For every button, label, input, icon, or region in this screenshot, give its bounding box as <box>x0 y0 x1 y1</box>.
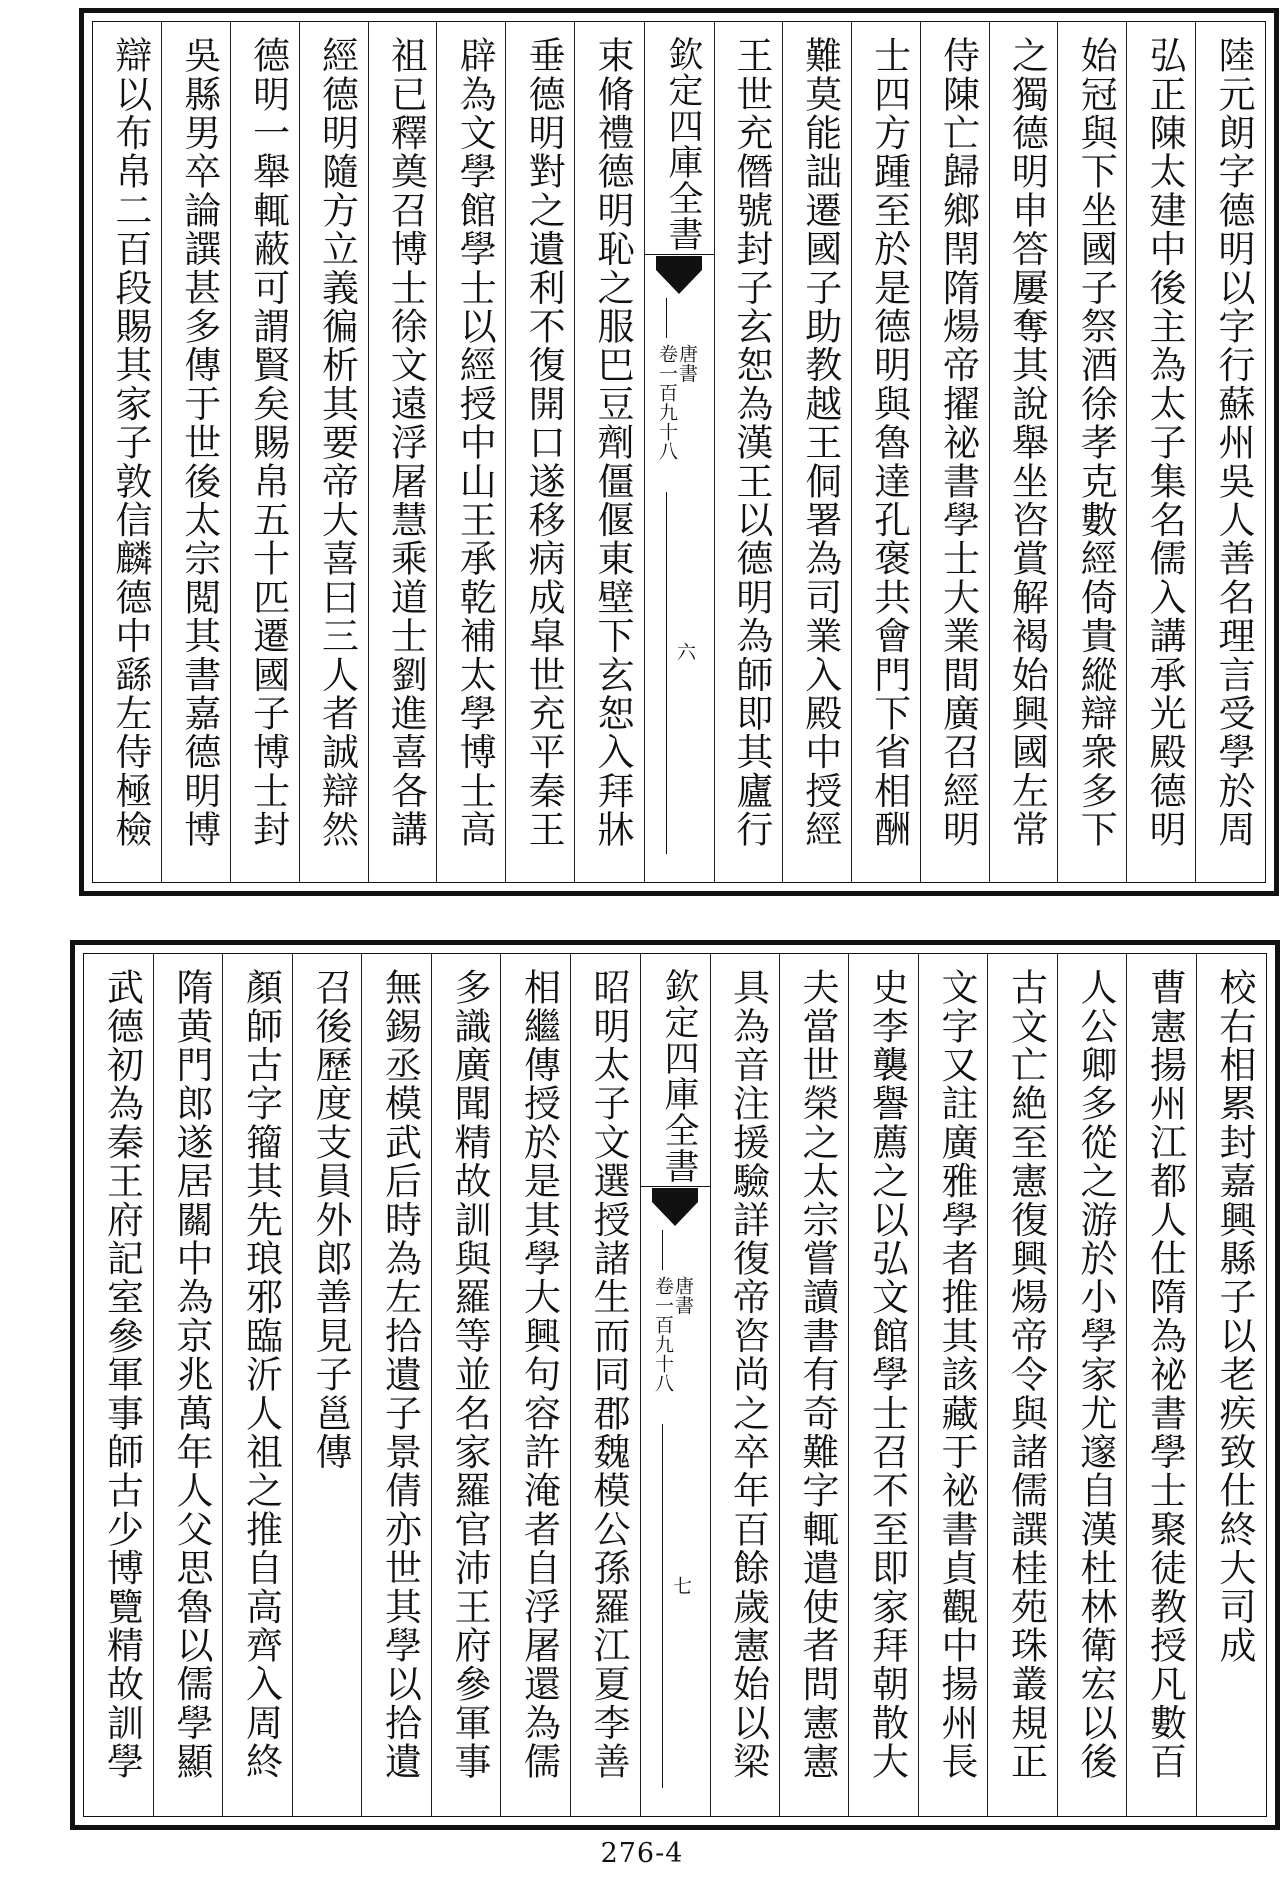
bottom-leaf-frame <box>70 940 1280 1830</box>
column-rule <box>920 22 921 882</box>
column-rule <box>574 22 575 882</box>
bottom-leaf-text-column: 多識廣聞精故訓與羅等並名家羅官沛王府參軍事 <box>448 968 491 1781</box>
top-leaf-frame <box>79 8 1279 896</box>
page-number: 276-4 <box>600 1838 684 1869</box>
bottom-leaf-text-column: 無錫丞模武后時為左拾遺子景倩亦世其學以拾遺 <box>378 968 422 1781</box>
bottom-leaf-text-column: 史李襲譽薦之以弘文館學士召不至即家拜朝散大 <box>865 968 909 1781</box>
column-rule <box>500 954 501 1816</box>
top-leaf-text-column: 王世充僭號封子玄恕為漢王以德明為師即其廬行 <box>729 36 773 849</box>
top-leaf-center-margin <box>644 22 714 882</box>
bottom-leaf-center-margin <box>640 954 710 1816</box>
column-rule <box>368 22 369 882</box>
book-series-title: 欽定四庫全書 <box>663 36 703 252</box>
column-rule <box>1057 954 1058 1816</box>
top-leaf-text-column: 經德明隨方立義徧析其要帝大喜曰三人者誠辯然 <box>315 36 359 849</box>
top-leaf-text-column: 陸元朗字德明以字行蘇州吳人善名理言受學於周 <box>1212 36 1255 849</box>
bottom-leaf-text-column: 顏師古字籀其先琅邪臨沂人祖之推自高齊入周終 <box>239 968 283 1781</box>
column-rule <box>153 954 154 1816</box>
column-rule <box>431 954 432 1816</box>
top-leaf-text-column: 辟為文學館學士以經授中山王承乾補太學博士高 <box>453 36 497 849</box>
top-leaf-text-column: 弘正陳太建中後主為太子集名儒入講承光殿德明 <box>1143 36 1187 849</box>
top-leaf-text-column: 之獨德明申答屢奪其說舉坐咨賞解褐始興國左常 <box>1005 36 1049 849</box>
center-rule <box>666 298 667 338</box>
column-rule <box>918 954 919 1816</box>
top-leaf-text-block <box>92 21 1266 883</box>
column-rule <box>714 22 715 882</box>
column-rule <box>987 954 988 1816</box>
top-leaf-text-column: 士四方踵至於是德明與魯達孔褒共會門下省相酬 <box>867 36 911 849</box>
bottom-leaf-text-column: 昭明太子文選授諸生而同郡魏模公孫羅江夏李善 <box>587 968 630 1781</box>
column-rule <box>299 22 300 882</box>
top-leaf-text-column: 吳縣男卒論譔甚多傳于世後太宗閲其書嘉德明博 <box>177 36 221 849</box>
book-title-label: 唐書 <box>676 344 698 383</box>
column-rule <box>851 22 852 882</box>
fishtail-ornament-icon <box>656 256 702 296</box>
bottom-leaf-text-column: 校右相累封嘉興縣子以老疾致仕終大司成 <box>1213 968 1256 1665</box>
top-leaf-text-column: 辯以布帛二百段賜其家子敦信麟德中繇左侍極檢 <box>108 36 152 849</box>
top-leaf-text-column: 祖已釋奠召博士徐文遠浮屠慧乘道士劉進喜各講 <box>384 36 428 849</box>
column-rule <box>161 22 162 882</box>
bottom-leaf-text-column: 古文亡絶至憲復興煬帝令與諸儒譔桂苑珠叢規正 <box>1004 968 1048 1781</box>
volume-label: 卷一百九十八 <box>652 1276 674 1393</box>
top-leaf-text-column: 束脩禮德明恥之服巴豆劑僵偃東壁下玄恕入拜牀 <box>591 36 634 849</box>
column-rule <box>1196 954 1197 1816</box>
center-rule <box>662 1424 663 1788</box>
top-leaf-text-column: 難莫能詘遷國子助教越王侗署為司業入殿中授經 <box>798 36 842 849</box>
bottom-leaf-text-column: 具為音注援驗詳復帝咨尚之卒年百餘歲憲始以梁 <box>726 968 770 1781</box>
column-rule <box>640 954 641 1816</box>
column-rule <box>710 954 711 1816</box>
column-rule <box>230 22 231 882</box>
center-rule <box>640 1186 710 1187</box>
column-rule <box>1126 954 1127 1816</box>
center-rule <box>662 1230 663 1270</box>
column-rule <box>989 22 990 882</box>
bottom-leaf-text-block <box>83 953 1267 1817</box>
bottom-leaf-text-column: 武德初為秦王府記室參軍事師古少博覽精故訓學 <box>100 968 144 1781</box>
column-rule <box>848 954 849 1816</box>
column-rule <box>1126 22 1127 882</box>
bottom-leaf-text-column: 文字又註廣雅學者推其該藏于祕書貞觀中揚州長 <box>935 968 978 1781</box>
column-rule <box>292 954 293 1816</box>
top-leaf-text-column: 始冠與下坐國子祭酒徐孝克數經倚貴縱辯衆多下 <box>1074 36 1118 849</box>
column-rule <box>1195 22 1196 882</box>
leaf-number: 七 <box>670 1576 692 1595</box>
column-rule <box>361 954 362 1816</box>
top-leaf-text-column: 垂德明對之遺利不復開口遂移病成皐世充平秦王 <box>522 36 566 849</box>
column-rule <box>644 22 645 882</box>
column-rule <box>505 22 506 882</box>
bottom-leaf-text-column: 人公卿多從之游於小學家尤邃自漢杜林衛宏以後 <box>1074 968 1117 1781</box>
bottom-leaf-text-column: 隋黄門郎遂居關中為京兆萬年人父思魯以儒學顯 <box>170 968 213 1781</box>
column-rule <box>779 954 780 1816</box>
top-leaf-text-column: 侍陳亡歸鄉閈隋煬帝擢祕書學士大業間廣召經明 <box>936 36 980 849</box>
center-rule <box>644 254 714 255</box>
fishtail-ornament-icon <box>652 1188 698 1228</box>
bottom-leaf-text-column: 召後歷度支員外郎善見子邕傳 <box>309 968 352 1472</box>
leaf-number: 六 <box>674 642 696 661</box>
column-rule <box>782 22 783 882</box>
column-rule <box>570 954 571 1816</box>
center-rule <box>666 492 667 854</box>
bottom-leaf-text-column: 曹憲揚州江都人仕隋為祕書學士聚徒教授凡數百 <box>1143 968 1187 1781</box>
bottom-leaf-text-column: 相繼傳授於是其學大興句容許淹者自浮屠還為儒 <box>517 968 561 1781</box>
book-series-title: 欽定四庫全書 <box>659 968 699 1184</box>
top-leaf-text-column: 德明一舉輒蔽可謂賢矣賜帛五十匹遷國子博士封 <box>246 36 290 849</box>
column-rule <box>436 22 437 882</box>
book-title-label: 唐書 <box>672 1276 694 1315</box>
volume-label: 卷一百九十八 <box>656 344 678 461</box>
column-rule <box>222 954 223 1816</box>
column-rule <box>1057 22 1058 882</box>
bottom-leaf-text-column: 夫當世榮之太宗嘗讀書有奇難字輒遣使者問憲憲 <box>796 968 839 1781</box>
